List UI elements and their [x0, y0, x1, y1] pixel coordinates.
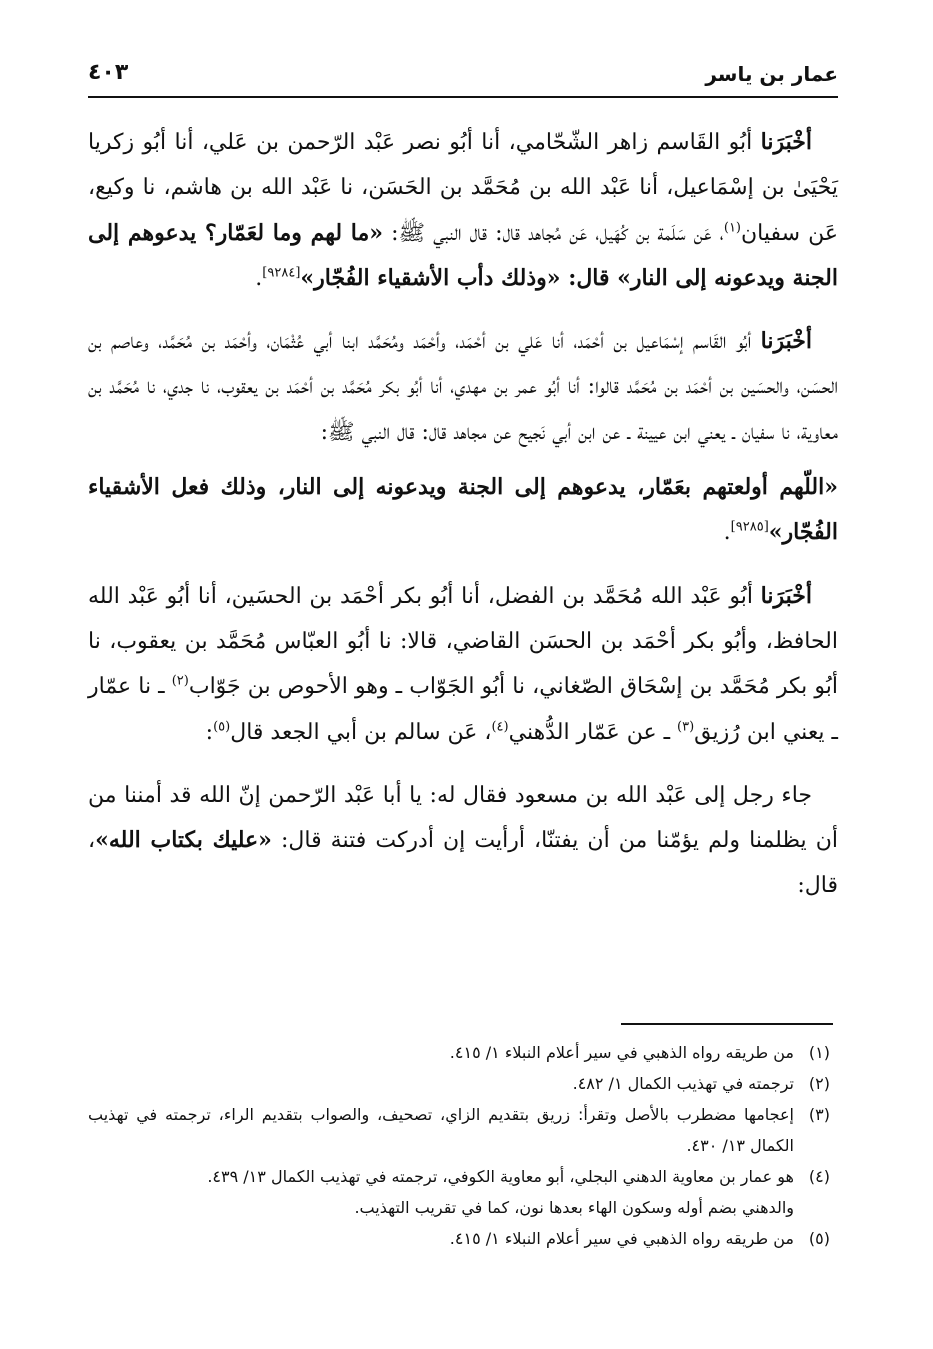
paragraph-4 [88, 574, 838, 755]
paragraph-lead-word: أخْبَرَنا [760, 328, 812, 355]
paragraph-lead-word: أخْبَرَنا [760, 582, 812, 609]
footnote-text: إعجامها مضطرب بالأصل وتقرأ: زريق بتقديم الزاي، تصحيف، والصواب بتقديم الراء، ترجمته في تهذيب الكمال ١٣/ ٤٣٠. [88, 1105, 794, 1155]
footnote-marker[interactable]: (٥) [213, 719, 231, 735]
paragraph-text: جاء رجل إلى عَبْد الله بن مسعود فقال له: يا أبا عَبْد الرّحمن إنّ الله قد أمننا من أن يظلمنا ولم يؤمّنا من أن يفتنّا، أرأيت إن أدركت فتنة قال: [88, 782, 838, 854]
paragraph-3 [88, 465, 838, 556]
footnote-4 [88, 1161, 830, 1192]
footnote-text: من طريقه رواه الذهبي في سير أعلام النبلاء ١/ ٤١٥. [449, 1043, 794, 1062]
paragraph-text: ، قال: [88, 828, 838, 899]
paragraph-end: : [205, 719, 214, 745]
paragraph-text: ـ نا عمّار ـ يعني ابن رُزيق [88, 674, 838, 745]
footnote-marker[interactable]: (٤) [491, 719, 509, 735]
paragraph-text: أبُو القَاسم إسْمَاعيل بن أحْمَد، أنا عَلي بن أحْمَد، وأحْمَد ومُحَمَّد ابنا أبي عُثْمَان، وأحْمَد بن مُحَمَّد، وعاصم بن الحسَن، والحسَين بن أحْمَد بن مُحَمَّد قالوا: أنا أبُو عمر بن مهدي، أنا أبُو بكر مُحَمَّد بن أحْمَد بن يعقوب، نا جدي، نا مُحَمَّد بن معاوية، نا سفيان ـ يعني ابن عيينة ـ عن ابن أبي نَجيح عن مجاهد قال: قال النبي ﷺ: [88, 329, 838, 445]
footnote-marker[interactable]: (٢) [171, 673, 189, 689]
footnote-number: (٢) [808, 1074, 830, 1093]
paragraph-1 [88, 120, 838, 301]
running-header [88, 58, 838, 98]
paragraph-text: أبُو عَبْد الله مُحَمَّد بن الفضل، أنا أبُو بكر أحْمَد بن الحسَين، أنا أبُو عَبْد الله الحافظ، وأبُو بكر أحْمَد بن الحسَن القاضي، قالا: نا أبُو العبّاس مُحَمَّد بن يعقوب، نا أبُو بكر مُحَمَّد بن إسْحَاق الصّغاني، نا أبُو الجَوّاب ـ وهو الأحوص بن جَوّاب [88, 583, 838, 700]
footnote-text: ترجمته في تهذيب الكمال ١/ ٤٨٢. [572, 1074, 794, 1093]
footnote-text: هو عمار بن معاوية الدهني البجلي، أبو معاوية الكوفي، ترجمته في تهذيب الكمال ١٣/ ٤٣٩. [207, 1167, 794, 1186]
footnote-5 [88, 1223, 830, 1254]
paragraph-text: ، عَن سَلَمة بن كُهَيل، عَن مُجاهد قال: قال النبي ﷺ: [383, 220, 724, 246]
paragraph-text: ـ عن عَمّار الدُّهني [508, 719, 678, 745]
footnote-3 [88, 1099, 830, 1161]
paragraph-5 [88, 773, 838, 909]
footnote-text: من طريقه رواه الذهبي في سير أعلام النبلاء ١/ ٤١٥. [449, 1229, 794, 1248]
hadith-text: «اللّهم أولعتهم بعَمّار، يدعوهم إلى الجنة ويدعونه إلى النار، وذلك فعل الأشقياء الفُجّار» [88, 474, 838, 546]
paragraph-text: أبُو القَاسم زاهر الشّحّامي، أنا أبُو نصر عَبْد الرّحمن بن عَلي، أنا أبُو زكريا يَحْيَىٰ بن إسْمَاعيل، أنا عَبْد الله بن مُحَمَّد بن الحَسَن، نا عَبْد الله بن هاشم، نا وكيع، عَن سفيان [88, 130, 838, 246]
hadith-text: «عليك بكتاب الله» [95, 827, 272, 854]
paragraph-end: . [255, 265, 263, 291]
footnote-marker[interactable]: (١) [723, 220, 741, 236]
footnote-marker[interactable]: (٣) [677, 719, 695, 735]
hadith-text: «ما لهم وما لعَمّار؟ يدعوهم إلى الجنة ويدعونه إلى النار» قال: «وذلك دأب الأشقياء الفُجّار» [88, 219, 838, 291]
paragraph-end: . [723, 520, 731, 546]
paragraph-2 [88, 319, 838, 455]
chapter-title: عمار بن ياسر [705, 62, 838, 86]
footnote-number: (٣) [808, 1105, 830, 1124]
hadith-reference-number: [٩٢٨٤] [262, 265, 301, 281]
hadith-reference-number: [٩٢٨٥] [730, 520, 769, 536]
footnote-separator [621, 1023, 833, 1025]
footnote-number: (٥) [808, 1229, 830, 1248]
footnote-4-continuation: والدهني بضم أوله وسكون الهاء بعدها نون، كما في تقريب التهذيب. [354, 1198, 794, 1217]
footnote-number: (٤) [808, 1167, 830, 1186]
footnote-2 [88, 1068, 830, 1099]
page-number: ٤٠٣ [88, 60, 129, 85]
footnotes [88, 1037, 830, 1254]
footnote-1 [88, 1037, 830, 1068]
paragraph-lead-word: أخْبَرَنا [760, 129, 812, 155]
paragraph-text: ، عَن سالم بن أبي الجعد قال [230, 719, 492, 745]
footnote-number: (١) [808, 1043, 830, 1062]
main-text [88, 120, 838, 927]
